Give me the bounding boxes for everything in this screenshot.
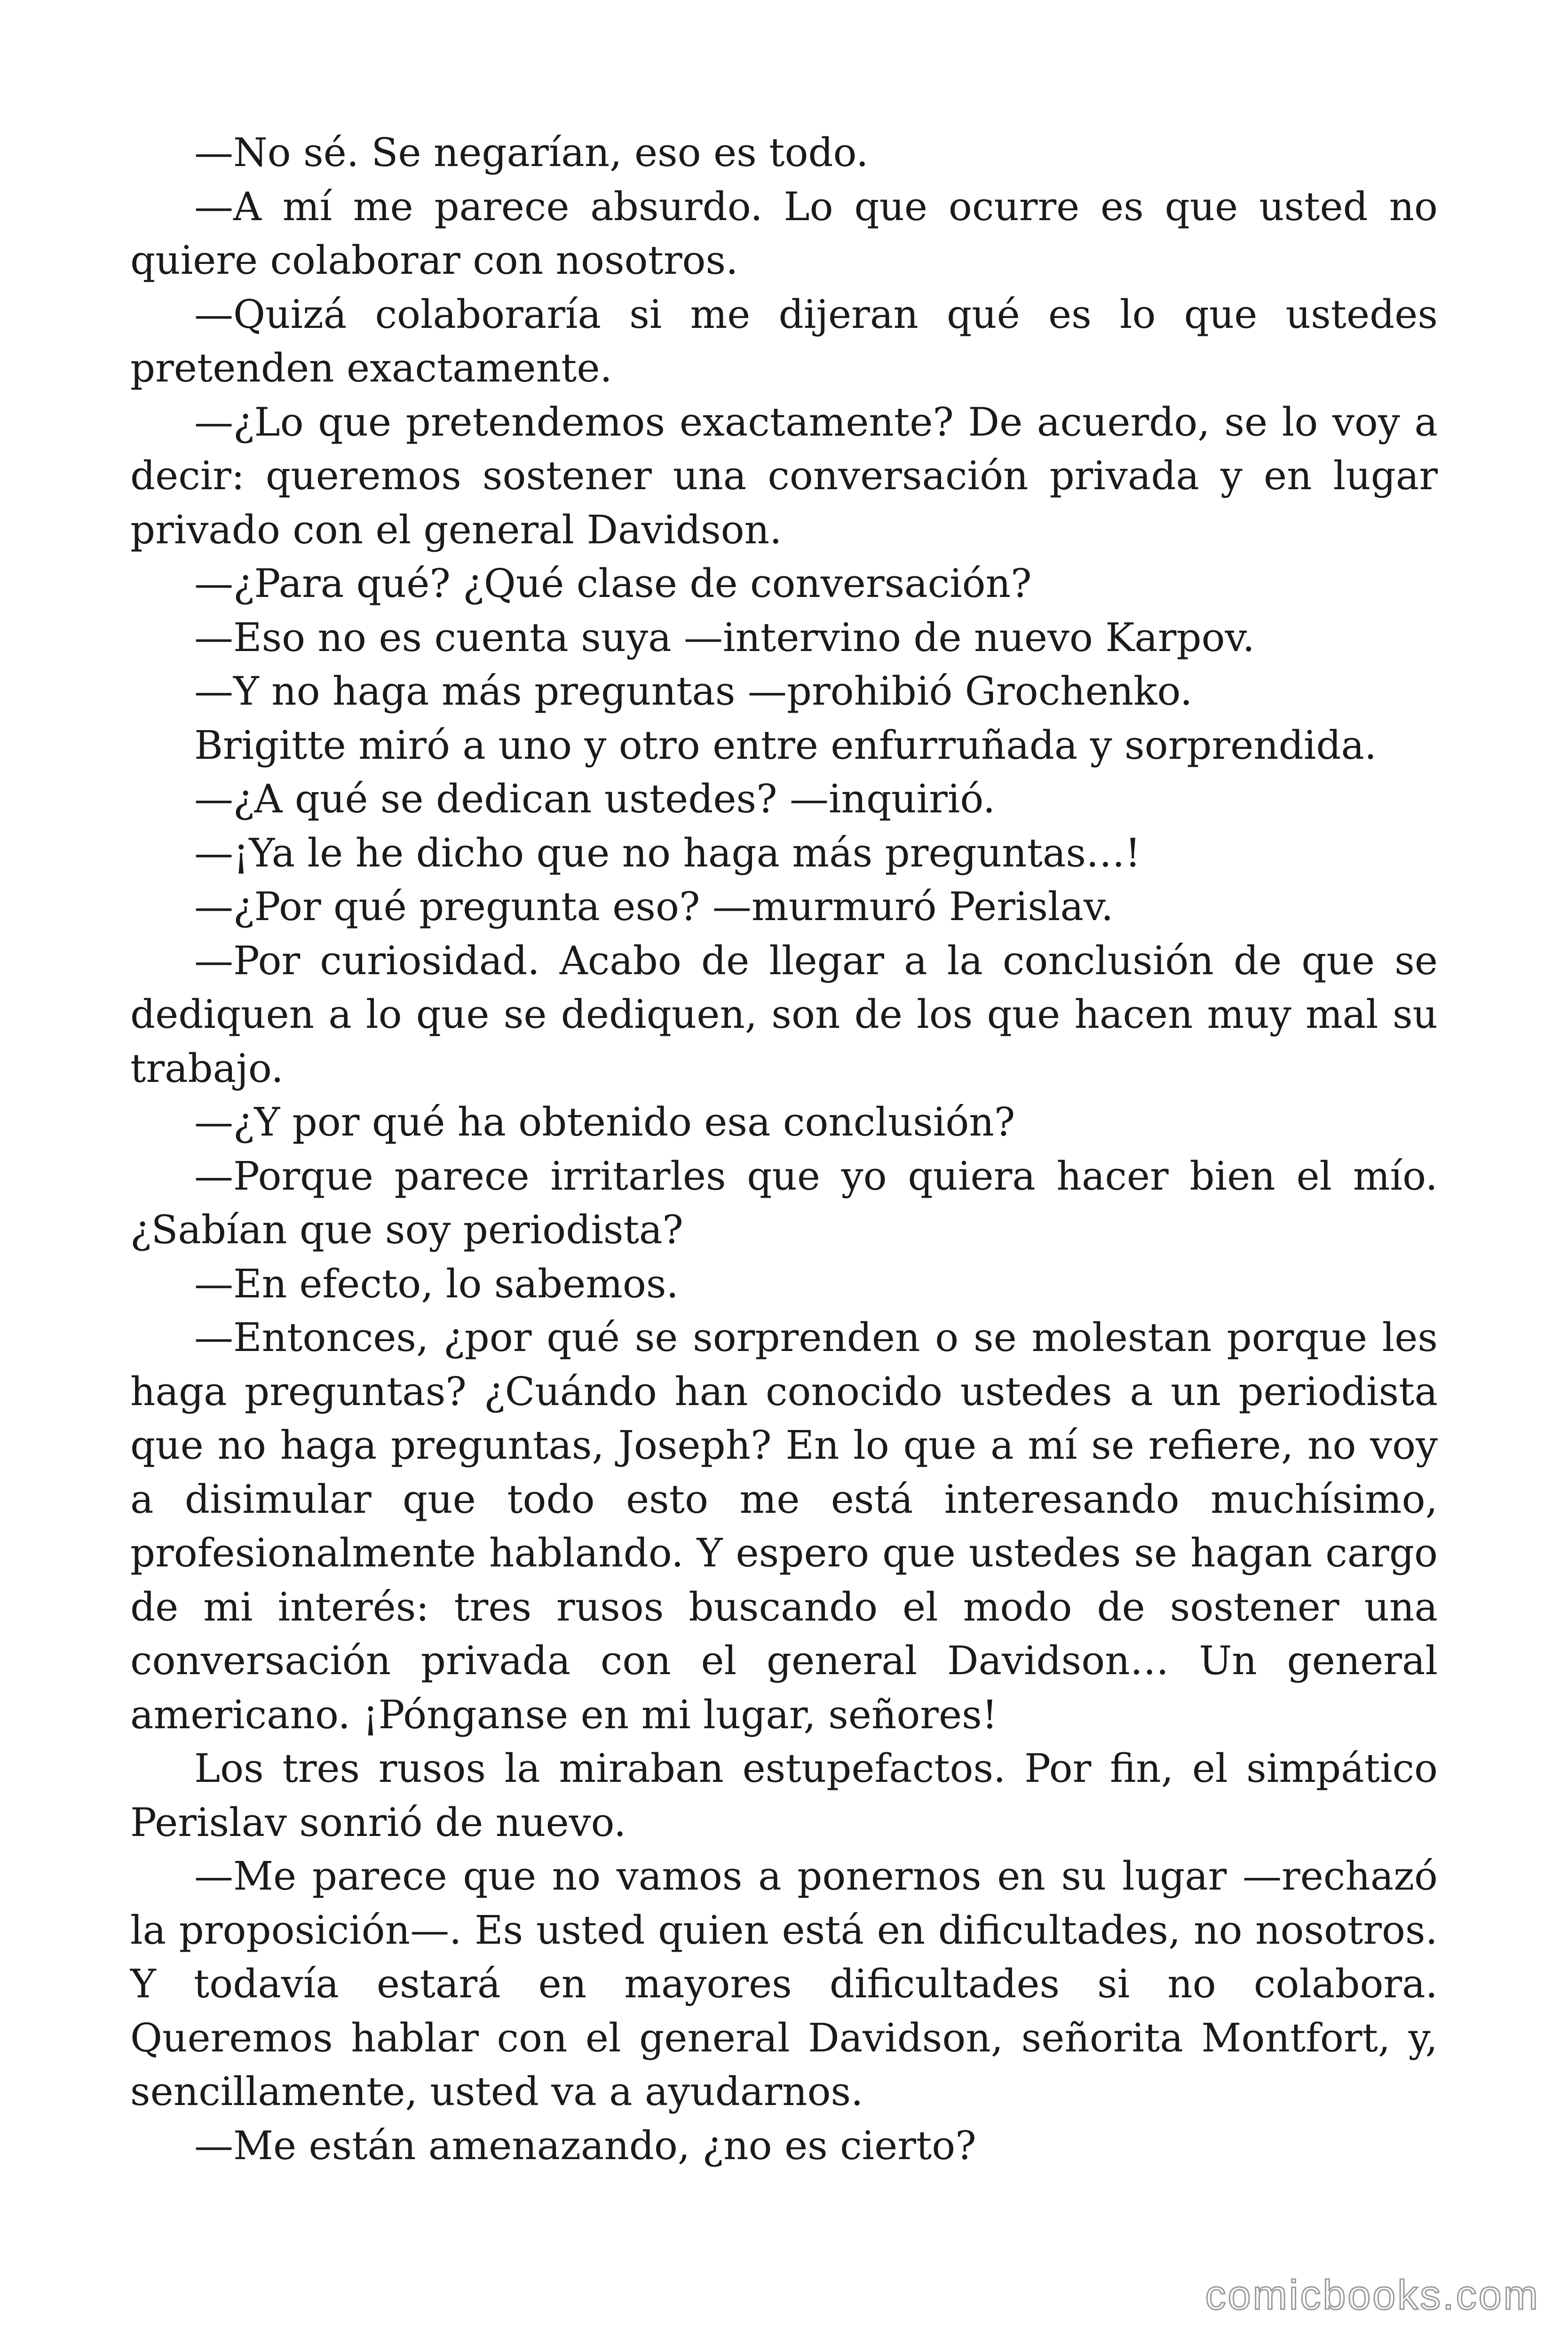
- paragraph: —Me parece que no vamos a ponernos en su lugar —rechazó la proposición—. Es usted quien está en dificultades, no nosotros. Y todavía estará en mayores dificultades si no colabora. Queremos hablar con el general Davidson, señorita Montfort, y, sencillamente, usted va a ayudarnos.: [130, 1853, 1438, 2114]
- paragraph: —Porque parece irritarles que yo quiera hacer bien el mío. ¿Sabían que soy periodista?: [130, 1153, 1438, 1253]
- paragraph: —Entonces, ¿por qué se sorprenden o se molestan porque les haga preguntas? ¿Cuándo han conocido ustedes a un periodista que no haga preguntas, Joseph? En lo que a mí se refiere, no voy a disimular que todo esto me está interesando muchísimo, profesionalmente hablando. Y espero que ustedes se hagan cargo de mi interés: tres rusos buscando el modo de sostener una conversación privada con el general Davidson… Un general americano. ¡Pónganse en mi lugar, señores!: [130, 1315, 1438, 1738]
- paragraph: —¿A qué se dedican ustedes? —inquirió.: [194, 776, 996, 822]
- paragraph: —Quizá colaboraría si me dijeran qué es lo que ustedes pretenden exactamente.: [130, 291, 1438, 391]
- paragraph: —No sé. Se negarían, eso es todo.: [194, 130, 869, 175]
- paragraph: —¿Por qué pregunta eso? —murmuró Perislav.: [194, 884, 1114, 930]
- paragraph: —Me están amenazando, ¿no es cierto?: [194, 2122, 976, 2169]
- paragraph: —Eso no es cuenta suya —intervino de nuevo Karpov.: [194, 614, 1255, 660]
- paragraph: —¿Para qué? ¿Qué clase de conversación?: [194, 561, 1032, 606]
- body-text: [130, 126, 1438, 2173]
- watermark: comicbooks.com: [1205, 2272, 1540, 2318]
- paragraph: —¿Lo que pretendemos exactamente? De acuerdo, se lo voy a decir: queremos sostener una conversación privada y en lugar privado con el general Davidson.: [130, 399, 1438, 553]
- paragraph: Brigitte miró a uno y otro entre enfurruñada y sorprendida.: [194, 722, 1377, 768]
- paragraph: —Por curiosidad. Acabo de llegar a la conclusión de que se dediquen a lo que se dediquen, son de los que hacen muy mal su trabajo.: [130, 938, 1438, 1091]
- paragraph: —¿Y por qué ha obtenido esa conclusión?: [194, 1099, 1015, 1145]
- paragraph: —A mí me parece absurdo. Lo que ocurre es que usted no quiere colaborar con nosotros.: [130, 183, 1438, 283]
- paragraph: Los tres rusos la miraban estupefactos. Por fin, el simpático Perislav sonrió de nuevo.: [130, 1746, 1438, 1845]
- paragraph: —En efecto, lo sabemos.: [194, 1261, 679, 1307]
- paragraph: —¡Ya le he dicho que no haga más preguntas…!: [194, 830, 1141, 876]
- paragraph: —Y no haga más preguntas —prohibió Grochenko.: [194, 668, 1193, 714]
